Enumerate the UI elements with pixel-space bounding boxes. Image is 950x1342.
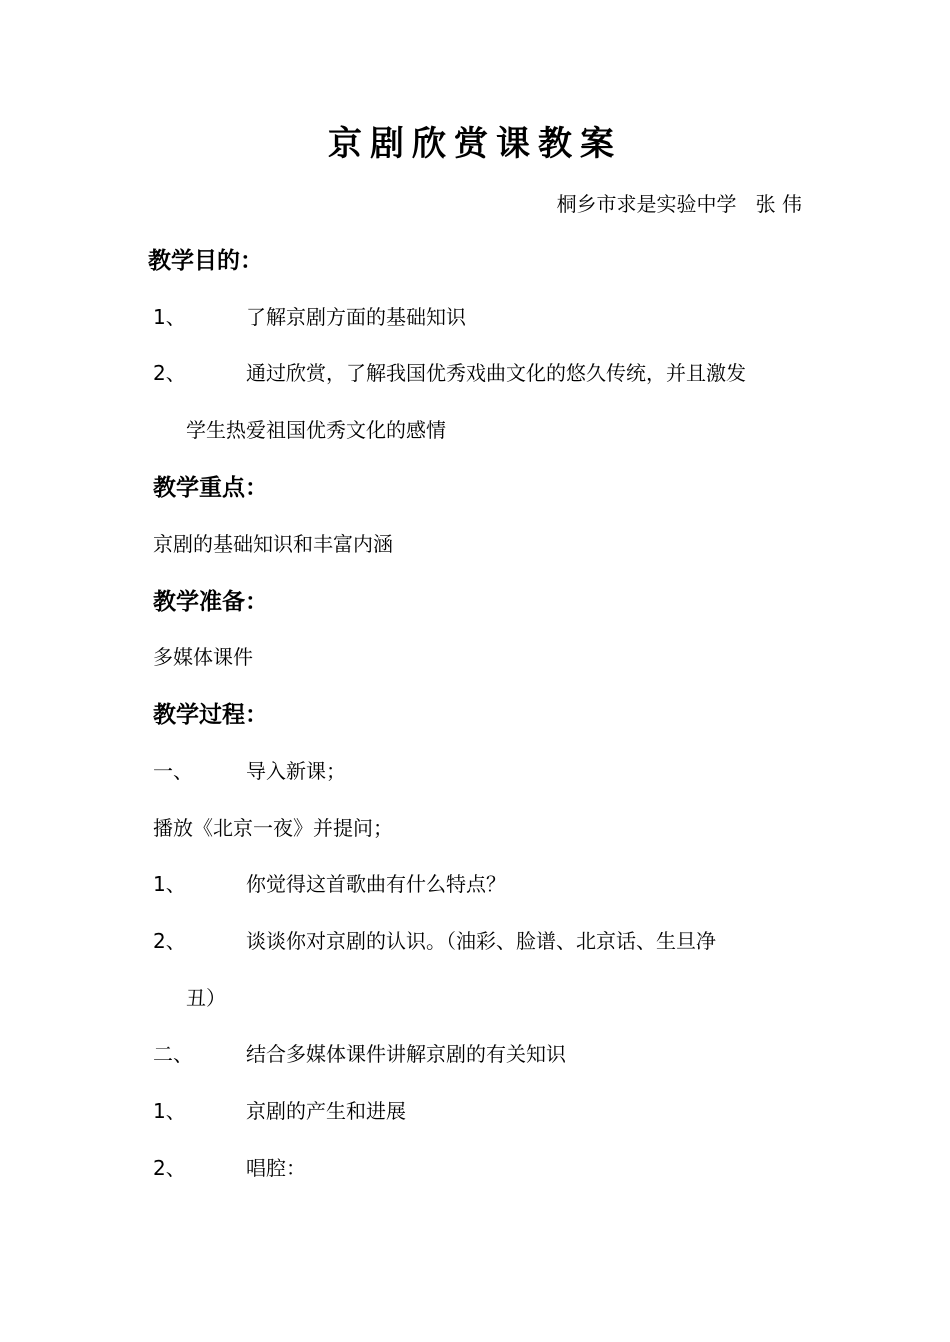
topic-2-number: 2、 xyxy=(153,1156,186,1180)
section-2-number: 二、 xyxy=(153,1042,193,1066)
objective-2-continuation: 学生热爱祖国优秀文化的感情 xyxy=(186,418,446,442)
preparation-heading: 教学准备： xyxy=(153,589,268,615)
objective-1-number: 1、 xyxy=(153,305,186,329)
question-1-number: 1、 xyxy=(153,872,186,896)
document-title: 京剧欣赏课教案 xyxy=(328,124,622,164)
question-2-number: 2、 xyxy=(153,929,186,953)
section-1-text: 导入新课； xyxy=(246,759,346,783)
objective-2-text: 通过欣赏，了解我国优秀戏曲文化的悠久传统，并且激发 xyxy=(246,361,746,385)
question-2-continuation: 丑） xyxy=(186,986,226,1010)
topic-1-text: 京剧的产生和进展 xyxy=(246,1099,406,1123)
objective-1-text: 了解京剧方面的基础知识 xyxy=(246,305,466,329)
objective-2-number: 2、 xyxy=(153,361,186,385)
key-points-text: 京剧的基础知识和丰富内涵 xyxy=(153,532,393,556)
question-1-text: 你觉得这首歌曲有什么特点？ xyxy=(246,872,506,896)
topic-2-text: 唱腔： xyxy=(246,1156,306,1180)
objectives-heading: 教学目的： xyxy=(148,248,263,274)
topic-1-number: 1、 xyxy=(153,1099,186,1123)
question-2-text: 谈谈你对京剧的认识。（油彩、脸谱、北京话、生旦净 xyxy=(246,929,716,953)
process-heading: 教学过程： xyxy=(153,702,268,728)
preparation-text: 多媒体课件 xyxy=(153,645,253,669)
author-line: 桐乡市求是实验中学 张 伟 xyxy=(556,192,802,216)
key-points-heading: 教学重点： xyxy=(153,475,268,501)
play-line: 播放《北京一夜》并提问； xyxy=(153,816,393,840)
section-2-text: 结合多媒体课件讲解京剧的有关知识 xyxy=(246,1042,566,1066)
section-1-number: 一、 xyxy=(153,759,193,783)
